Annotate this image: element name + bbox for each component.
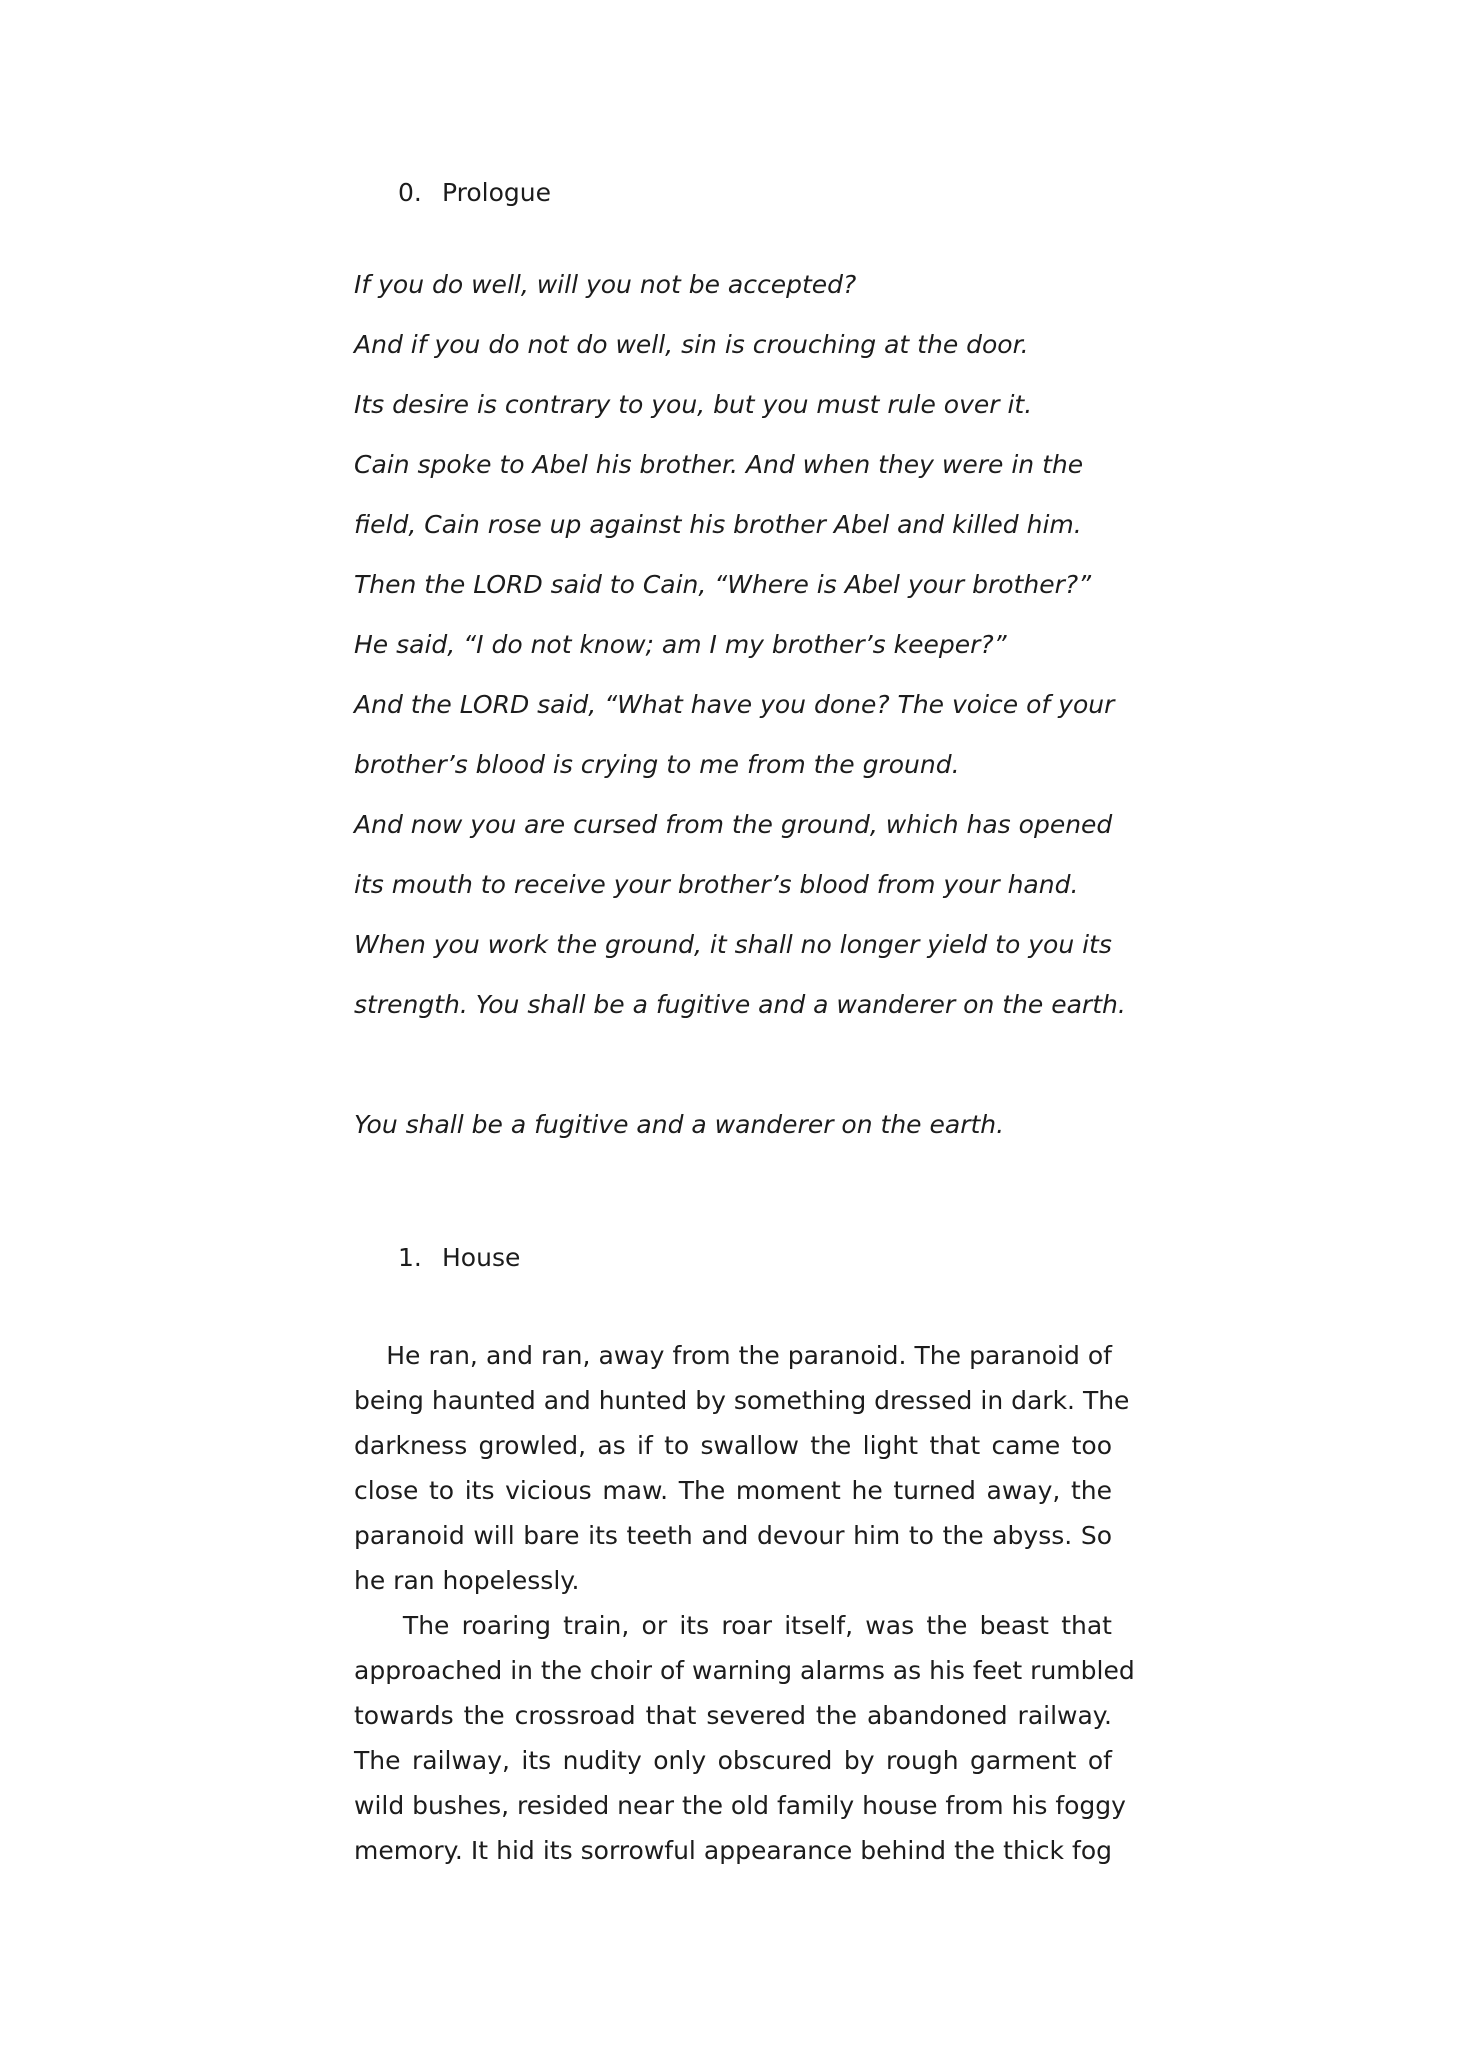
verse-line: strength. You shall be a fugitive and a wanderer on the earth. xyxy=(354,990,1126,1019)
verse-line: brother’s blood is crying to me from the ground. xyxy=(354,750,960,779)
prologue-heading xyxy=(398,178,551,207)
prose-line: He ran, and ran, away from the paranoid. The paranoid of xyxy=(354,1341,1112,1370)
verse-line: If you do well, will you not be accepted? xyxy=(354,270,857,299)
verse-line: And the LORD said, “What have you done? The voice of your xyxy=(354,690,1115,719)
verse-line: Its desire is contrary to you, but you must rule over it. xyxy=(354,390,1033,419)
prose-line: close to its vicious maw. The moment he turned away, the xyxy=(354,1476,1112,1505)
verse-line: Cain spoke to Abel his brother. And when they were in the xyxy=(354,450,1084,479)
verse-line: When you work the ground, it shall no longer yield to you its xyxy=(354,930,1112,959)
prose-line: wild bushes, resided near the old family house from his foggy xyxy=(354,1791,1126,1820)
prose-line: The roaring train, or its roar itself, was the beast that xyxy=(354,1611,1112,1640)
prose-line: towards the crossroad that severed the abandoned railway. xyxy=(354,1701,1112,1730)
prologue-title: Prologue xyxy=(442,178,551,207)
prose-line: memory. It hid its sorrowful appearance behind the thick fog xyxy=(354,1836,1112,1865)
prose-line: approached in the choir of warning alarms as his feet rumbled xyxy=(354,1656,1135,1685)
prose-line: The railway, its nudity only obscured by rough garment of xyxy=(354,1746,1112,1775)
chapter-heading xyxy=(398,1243,520,1272)
prose-line: darkness growled, as if to swallow the light that came too xyxy=(354,1431,1112,1460)
verse-line: field, Cain rose up against his brother Abel and killed him. xyxy=(354,510,1082,539)
prose-line: paranoid will bare its teeth and devour him to the abyss. So xyxy=(354,1521,1112,1550)
verse-line: its mouth to receive your brother’s blood from your hand. xyxy=(354,870,1079,899)
chapter-number: 1. xyxy=(398,1243,422,1272)
verse-line: And now you are cursed from the ground, which has opened xyxy=(354,810,1113,839)
prose-line: being haunted and hunted by something dressed in dark. The xyxy=(354,1386,1130,1415)
chapter-title: House xyxy=(442,1243,521,1272)
verse-line: He said, “I do not know; am I my brother’s keeper?” xyxy=(354,630,1007,659)
closing-verse-line: You shall be a fugitive and a wanderer on the earth. xyxy=(354,1110,1005,1139)
verse-line: And if you do not do well, sin is crouching at the door. xyxy=(354,330,1029,359)
verse-line: Then the LORD said to Cain, “Where is Abel your brother?” xyxy=(354,570,1092,599)
prose-line: he ran hopelessly. xyxy=(354,1566,580,1595)
prologue-number: 0. xyxy=(398,178,422,207)
